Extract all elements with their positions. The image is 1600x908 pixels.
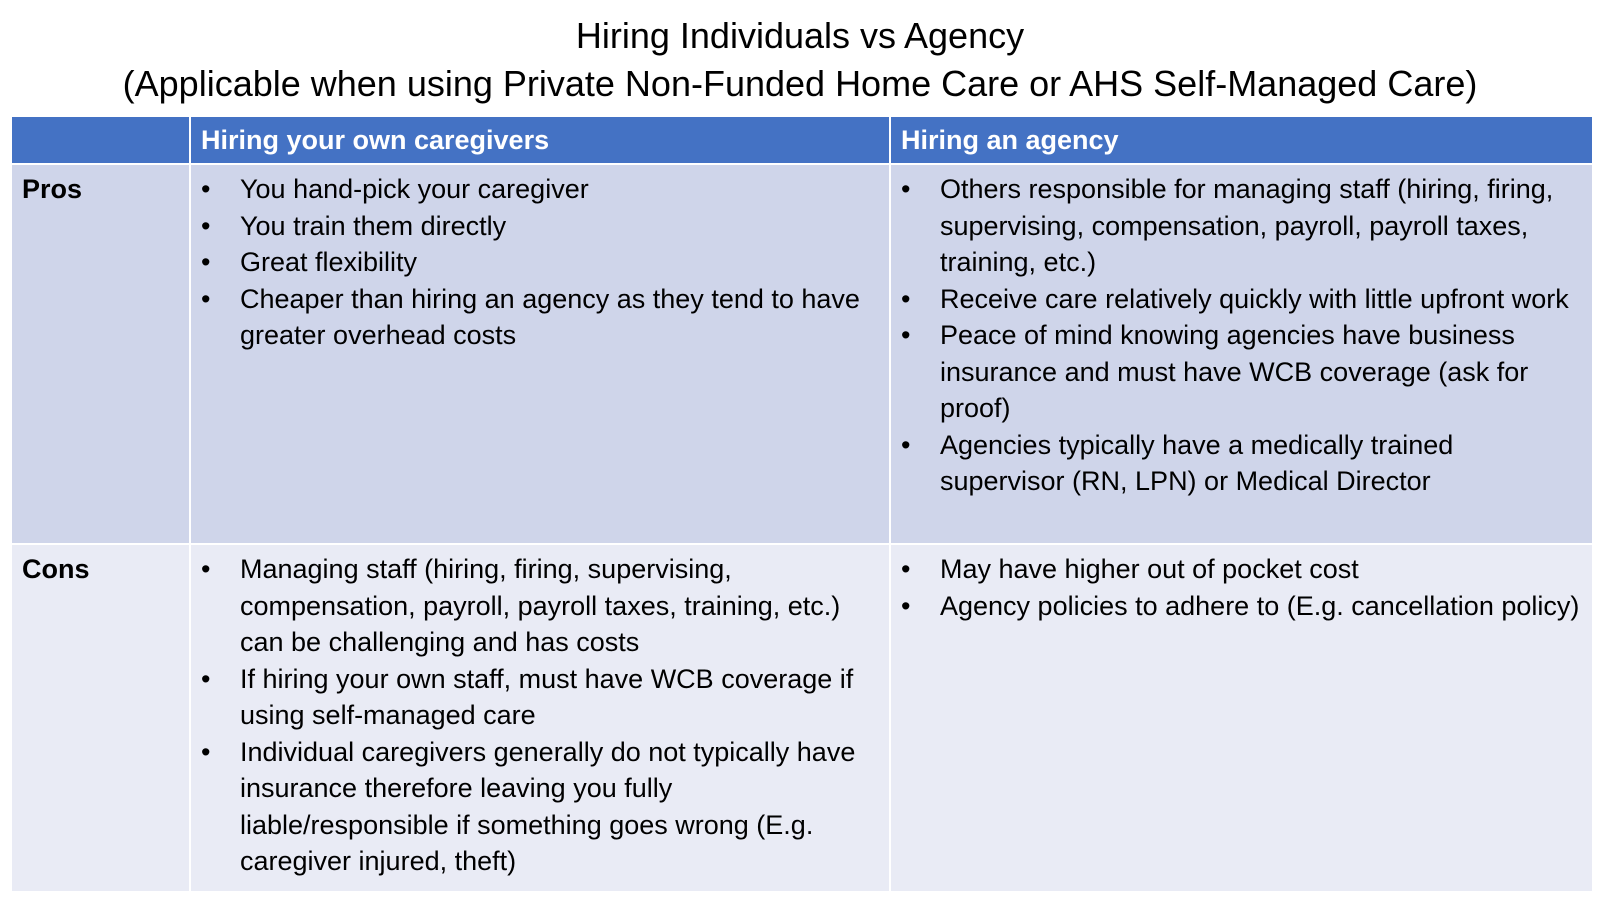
header-cell-empty [11, 116, 190, 164]
header-row [11, 116, 1593, 164]
title-line-2: (Applicable when using Private Non-Funded Home Care or AHS Self-Managed Care) [122, 63, 1478, 104]
cons-agency-list [901, 551, 1582, 624]
cons-own-list [201, 551, 879, 880]
cons-row [11, 544, 1593, 892]
list-item: • If hiring your own staff, must have WCB coverage if using self-managed care [201, 661, 879, 734]
list-item: • Agencies typically have a medically trained supervisor (RN, LPN) or Medical Director [901, 427, 1582, 500]
comparison-table [10, 115, 1594, 893]
cons-label: Cons [11, 544, 190, 892]
pros-agency-list [901, 171, 1582, 500]
pros-agency-cell [890, 164, 1593, 544]
list-item: • Receive care relatively quickly with little upfront work [901, 281, 1582, 318]
list-item: • You train them directly [201, 208, 879, 245]
list-item: • Managing staff (hiring, firing, supervising, compensation, payroll, payroll taxes, training, etc.) can be challenging and has costs [201, 551, 879, 661]
page-title [0, 12, 1600, 108]
cons-agency-cell [890, 544, 1593, 892]
title-line-1: Hiring Individuals vs Agency [575, 15, 1025, 56]
list-item: • Peace of mind knowing agencies have business insurance and must have WCB coverage (ask for proof) [901, 317, 1582, 427]
header-cell-own-caregivers: Hiring your own caregivers [190, 116, 890, 164]
pros-row [11, 164, 1593, 544]
list-item: • Agency policies to adhere to (E.g. cancellation policy) [901, 588, 1582, 625]
cons-own-cell [190, 544, 890, 892]
list-item: • Great flexibility [201, 244, 879, 281]
header-cell-agency: Hiring an agency [890, 116, 1593, 164]
pros-own-cell [190, 164, 890, 544]
list-item: • You hand-pick your caregiver [201, 171, 879, 208]
list-item: • Cheaper than hiring an agency as they tend to have greater overhead costs [201, 281, 879, 354]
list-item: • Others responsible for managing staff (hiring, firing, supervising, compensation, payroll, payroll taxes, training, etc.) [901, 171, 1582, 281]
list-item: • Individual caregivers generally do not typically have insurance therefore leaving you fully liable/responsible if something goes wrong (E.g. caregiver injured, theft) [201, 734, 879, 880]
list-item: • May have higher out of pocket cost [901, 551, 1582, 588]
pros-own-list [201, 171, 879, 354]
pros-label: Pros [11, 164, 190, 544]
